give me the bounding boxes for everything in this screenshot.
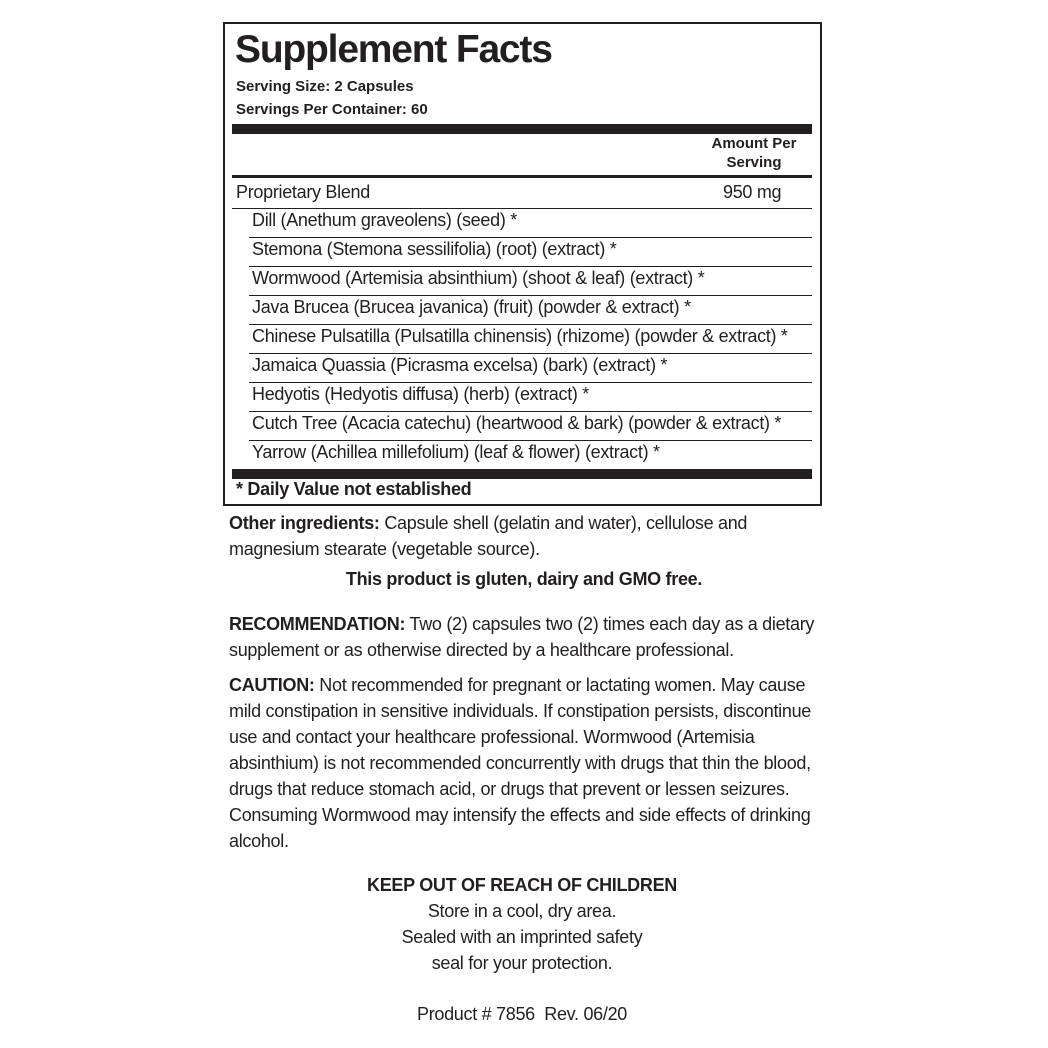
keep-out-of-reach-warning: KEEP OUT OF REACH OF CHILDREN	[367, 875, 677, 895]
bottom-thick-rule	[232, 469, 812, 479]
amount-header-line2: Serving	[726, 154, 782, 171]
panel-title: Supplement Facts	[235, 28, 552, 71]
ingredient-rule	[249, 440, 812, 441]
caution	[229, 672, 829, 854]
recommendation-label: RECOMMENDATION:	[229, 614, 406, 634]
ingredient-row: Jamaica Quassia (Picrasma excelsa) (bark) (extract) *	[252, 355, 668, 375]
ingredient-row: Cutch Tree (Acacia catechu) (heartwood & bark) (powder & extract) *	[252, 413, 782, 433]
recommendation	[229, 611, 829, 663]
caution-text: Not recommended for pregnant or lactating women. May cause mild constipation in sensitive individuals. If constipation persists, discontinue use and contact your healthcare professional. Wormwood (Artemisia absinthium) is not recommended concurrently with drugs that thin the blood, drugs that reduce stomach acid, or drugs that prevent or lessen seizures. Consuming Wormwood may intensify the effects and side effects of drinking alcohol.	[229, 675, 812, 851]
ingredient-row: Stemona (Stemona sessilifolia) (root) (extract) *	[252, 239, 617, 259]
recommendation-text: Two (2) capsules two (2) times each day as a dietary supplement or as otherwise directed by a healthcare professional.	[229, 614, 815, 660]
storage-line-2: Sealed with an imprinted safety	[401, 927, 643, 947]
ingredient-rule	[249, 411, 812, 412]
ingredient-rule	[249, 382, 812, 383]
other-ingredients	[229, 510, 789, 562]
ingredient-rule	[249, 324, 812, 325]
other-ingredients-text: Capsule shell (gelatin and water), cellulose and magnesium stearate (vegetable source).	[229, 513, 748, 559]
amount-per-serving-header	[695, 134, 813, 172]
ingredient-rule	[249, 353, 812, 354]
ingredient-row: Chinese Pulsatilla (Pulsatilla chinensis) (rhizome) (powder & extract) *	[252, 326, 788, 346]
product-code: Product # 7856 Rev. 06/20	[416, 1004, 627, 1024]
ingredient-rule	[249, 266, 812, 267]
ingredient-row: Hedyotis (Hedyotis diffusa) (herb) (extract) *	[252, 384, 589, 404]
blend-rule	[232, 208, 812, 209]
free-from-statement: This product is gluten, dairy and GMO free.	[345, 569, 703, 589]
blend-name: Proprietary Blend	[236, 182, 370, 202]
storage-line-1: Store in a cool, dry area.	[427, 901, 617, 921]
caution-label: CAUTION:	[229, 675, 315, 695]
top-thick-rule	[232, 124, 812, 134]
ingredient-row: Dill (Anethum graveolens) (seed) *	[252, 210, 517, 230]
header-rule	[232, 175, 812, 178]
other-ingredients-label: Other ingredients:	[229, 513, 380, 533]
ingredient-rule	[249, 295, 812, 296]
servings-per-container: Servings Per Container: 60	[236, 101, 428, 118]
daily-value-footnote: * Daily Value not established	[236, 479, 472, 499]
ingredient-row: Yarrow (Achillea millefolium) (leaf & flower) (extract) *	[252, 442, 660, 462]
ingredient-rule	[249, 237, 812, 238]
blend-amount: 950 mg	[723, 182, 782, 202]
amount-header-line1: Amount Per	[711, 135, 797, 152]
serving-size: Serving Size: 2 Capsules	[236, 78, 414, 95]
ingredient-row: Java Brucea (Brucea javanica) (fruit) (powder & extract) *	[252, 297, 691, 317]
storage-line-3: seal for your protection.	[431, 953, 613, 973]
supplement-facts-panel	[223, 22, 822, 506]
ingredient-row: Wormwood (Artemisia absinthium) (shoot & leaf) (extract) *	[252, 268, 705, 288]
